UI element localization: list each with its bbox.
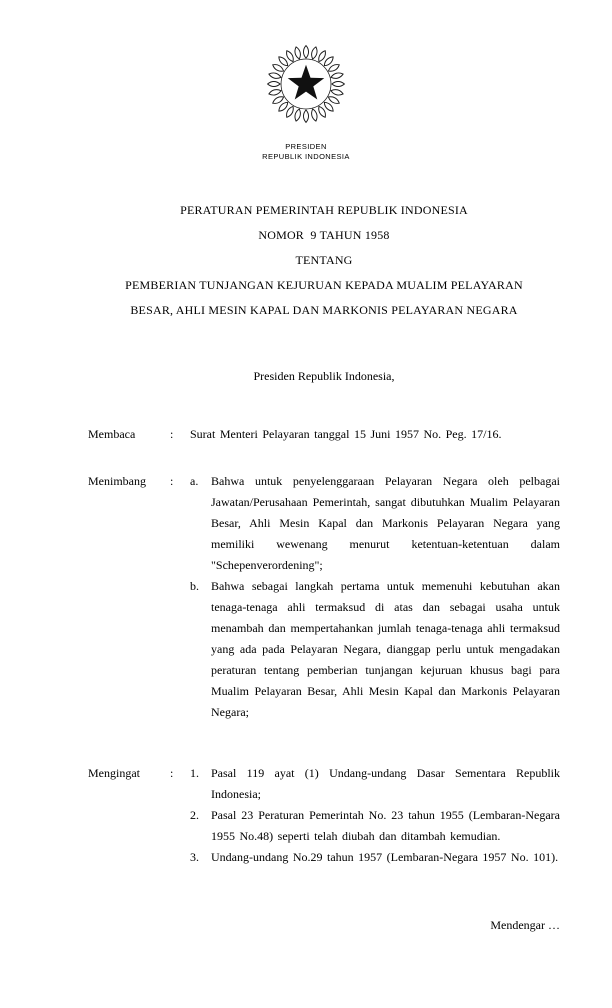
clause-label: Membaca — [88, 427, 136, 441]
clause-label: Menimbang — [88, 474, 146, 488]
clause-mengingat — [88, 763, 560, 868]
opening-line: Presiden Republik Indonesia, — [253, 369, 395, 383]
seal-caption-line1: PRESIDEN — [285, 142, 327, 151]
clause-membaca — [88, 424, 560, 445]
clause-item — [190, 471, 560, 576]
clause-item — [190, 805, 560, 847]
clause-item — [190, 424, 560, 445]
clause-item — [190, 847, 560, 868]
clause-items — [190, 763, 560, 868]
clause-colon: : — [170, 766, 174, 780]
item-text: Surat Menteri Pelayaran tanggal 15 Juni 1957 No. Peg. 17/16. — [190, 427, 502, 441]
title-line-number: NOMOR 9 TAHUN 1958 — [258, 228, 390, 242]
clause-items — [190, 471, 560, 723]
clause-colon: : — [170, 427, 174, 441]
title-line-subject-2: BESAR, AHLI MESIN KAPAL DAN MARKONIS PELAYARAN NEGARA — [130, 303, 518, 317]
item-text: Bahwa sebagai langkah pertama untuk memenuhi kebutuhan akan tenaga-tenaga ahli termaksud di atas dan sebagai usaha untuk menambah dan mempertahankan jumlah tenaga-tenaga ahli termaksud yang ada pada Pelayaran Negara, dianggap perlu untuk mengadakan peraturan tentang pemberian tunjangan kejuruan khusus bagi para Mualim Pelayaran Besar, Ahli Mesin Kapal dan Markonis Pelayaran Negara; — [211, 579, 560, 719]
title-line-regulation: PERATURAN PEMERINTAH REPUBLIK INDONESIA — [180, 203, 468, 217]
clause-items — [190, 424, 560, 445]
item-marker: 1. — [190, 766, 199, 780]
item-marker: 2. — [190, 808, 199, 822]
item-text: Undang-undang No.29 tahun 1957 (Lembaran-Negara 1957 No. 101). — [211, 850, 559, 864]
seal-caption-line2: REPUBLIK INDONESIA — [262, 152, 350, 161]
clause-item — [190, 763, 560, 805]
item-text: Pasal 119 ayat (1) Undang-undang Dasar Sementara Republik Indonesia; — [211, 766, 560, 801]
star-icon — [288, 65, 325, 100]
clause-menimbang — [88, 471, 560, 723]
item-marker: b. — [190, 579, 199, 593]
clause-item — [190, 576, 560, 723]
item-text: Bahwa untuk penyelenggaraan Pelayaran Negara oleh pelbagai Jawatan/Perusahaan Pemerintah, sangat dibutuhkan Mualim Pelayaran Besar, Ahli Mesin Kapal dan Markonis Pelayaran Negara yang memiliki wewenang menurut ketentuan-ketentuan dalam "Schepenverordening"; — [211, 474, 560, 572]
seal-caption — [0, 142, 612, 162]
document-body — [0, 198, 612, 933]
title-line-subject-1: PEMBERIAN TUNJANGAN KEJURUAN KEPADA MUALIM PELAYARAN — [125, 278, 523, 292]
clause-colon: : — [170, 474, 174, 488]
seal-block — [0, 0, 612, 162]
continuation-catchword: Mendengar … — [490, 918, 560, 932]
item-text: Pasal 23 Peraturan Pemerintah No. 23 tahun 1955 (Lembaran-Negara 1955 No.48) seperti telah diubah dan ditambah kemudian. — [211, 808, 560, 843]
document-title — [88, 198, 560, 323]
item-marker: 3. — [190, 850, 199, 864]
title-line-tentang: TENTANG — [295, 253, 353, 267]
item-marker: a. — [190, 474, 199, 488]
clause-label: Mengingat — [88, 766, 140, 780]
presidential-seal-icon — [258, 34, 354, 134]
